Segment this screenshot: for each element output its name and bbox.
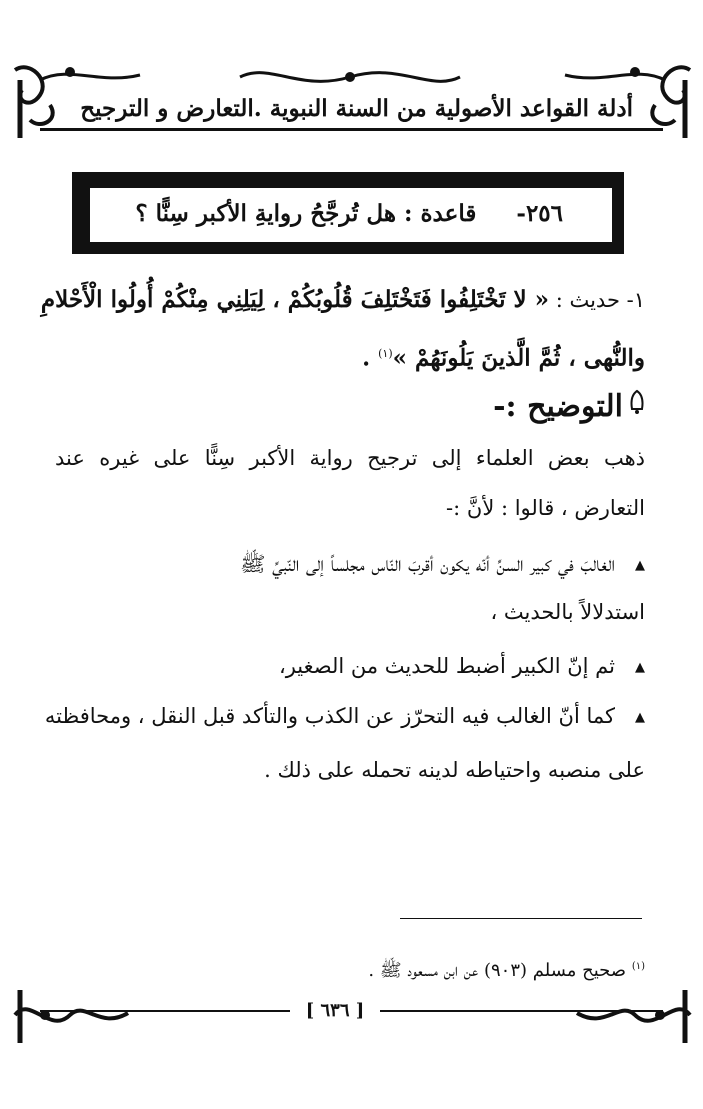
section-heading [493,384,645,431]
bullet-3-line-1: كما أنّ الغالب فيه التحرّز عن الكذب والتأكد قبل النقل ، ومحافظته [44,704,615,728]
bullet-item-2 [279,648,645,686]
bullet-1-line-1: الغالبَ في كبير السنِّ أنّه يكون أقربَ النّاس مجلساً إلى النّبيِّ ﷺ [240,552,615,576]
rule-heading [133,198,563,230]
footer-ornament-left [10,985,130,1045]
footnote-text: صحيح مسلم (٩٠٣) عن ابن مسعود ﷺ . [368,960,627,981]
bullet-icon: ▲ [635,709,645,725]
body-line-2: التعارض ، قالوا : لأنَّ :- [446,496,645,520]
bullet-item-1 [240,546,645,584]
footnote-ref: (١) [378,347,393,360]
hadith-line-1 [40,282,645,318]
footer-ornament-right [575,985,695,1045]
bullet-icon: ▲ [635,659,645,675]
hadith-line-2 [45,336,645,377]
header-ornament-center [240,62,460,92]
hadith-text-2: والنُّهى ، ثُمَّ الَّذينَ يَلُونَهُمْ » [392,344,645,372]
hadith-text-1: « لا تَخْتَلِفُوا فَتَخْتَلِفَ قُلُوبُكُمْ ، لِيَلِنِي مِنْكُمْ أُولُوا الْأَحْلامِ [40,286,550,313]
bullet-icon: ▲ [635,557,645,573]
page-number: [ ٦٣٦ ] [290,998,380,1024]
bullet-1-line-2: استدلالاً بالحديث ، [490,600,645,624]
hadith-end: . [362,344,371,372]
footnote-rule [400,918,642,919]
running-title: أدلة القواعد الأصولية من السنة النبوية .التعارض و الترجيح [80,95,633,122]
section-heading-text: التوضيح :- [493,389,623,424]
header-rule [40,128,663,131]
hadith-label: ١- حديث : [555,288,645,312]
bell-ornament-icon [629,385,645,431]
rule-title: قاعدة : هل تُرجَّحُ روايةِ الأكبر سِنًّا ؟ [135,200,477,227]
rule-number: ٢٥٦- [516,200,563,227]
bullet-2-line-1: ثم إنّ الكبير أضبط للحديث من الصغير، [278,654,615,678]
body-line-1: ذهب بعض العلماء إلى ترجيح رواية الأكبر سِنًّا على غيره عند [55,446,645,470]
bullet-3-line-2: على منصبه واحتياطه لدينه تحمله على ذلك . [264,758,645,782]
footnote [368,952,645,986]
bullet-item-3 [45,698,645,736]
footnote-marker: (١) [631,961,645,972]
